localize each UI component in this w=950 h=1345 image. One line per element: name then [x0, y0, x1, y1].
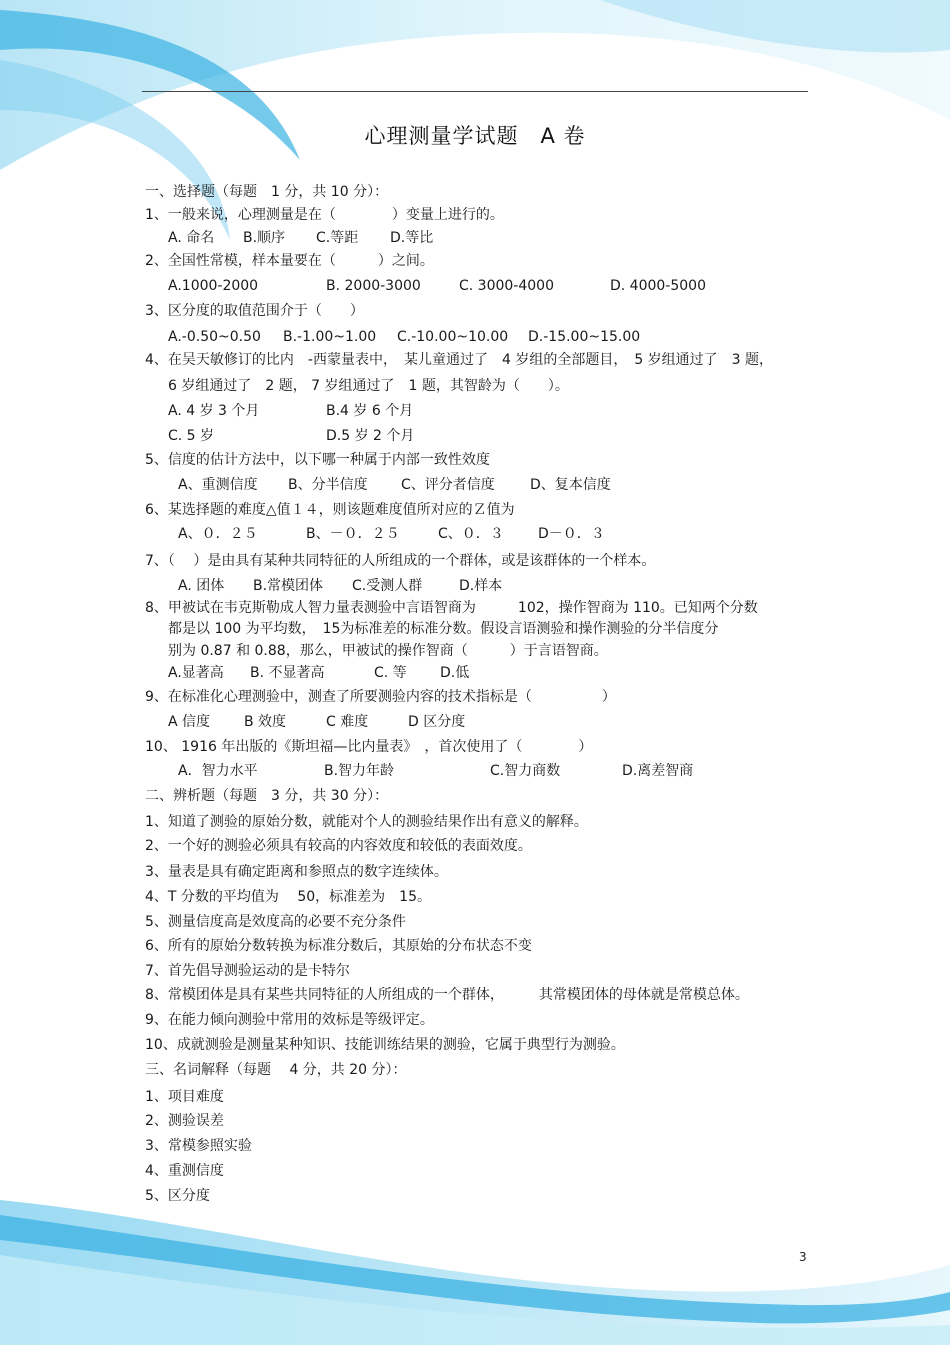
- list-item: 7、首先倡导测验运动的是卡特尔: [145, 963, 350, 979]
- question-stem: 9、在标准化心理测验中，测查了所要测验内容的技术指标是（ ）: [145, 689, 616, 705]
- question-stem: 5、信度的估计方法中，以下哪一种属于内部一致性效度: [145, 452, 490, 468]
- option: B. 2000-3000: [326, 278, 421, 294]
- page-title: 心理测量学试题 A 卷: [364, 124, 586, 148]
- option: C.受测人群: [352, 578, 423, 594]
- list-item: 10、成就测验是测量某种知识、技能训练结果的测验，它属于典型行为测验。: [145, 1037, 625, 1053]
- option: C. 5 岁: [168, 428, 215, 444]
- list-item: 1、项目难度: [145, 1089, 224, 1105]
- page-number: 3: [799, 1250, 807, 1264]
- option: A．智力水平: [178, 763, 258, 779]
- option: D.低: [440, 665, 470, 681]
- question-stem: 8、甲被试在韦克斯勒成人智力量表测验中言语智商为 102，操作智商为 110。已知两个分数: [145, 600, 758, 616]
- option: B、分半信度: [288, 477, 368, 493]
- option: A. 4 岁 3 个月: [168, 403, 260, 419]
- question-stem-continued: 都是以 100 为平均数， 15为标准差的标准分数。假设言语测验和操作测验的分半信度分: [168, 621, 719, 637]
- list-item: 4、T 分数的平均值为 50，标准差为 15。: [145, 889, 431, 905]
- section-heading: 三、名词解释（每题 4 分，共 20 分）：: [145, 1062, 407, 1078]
- option: B、－０．２５: [306, 526, 400, 542]
- option: A. 命名: [168, 230, 215, 246]
- option: C、评分者信度: [401, 477, 495, 493]
- section-heading: 一、选择题（每题 1 分，共 10 分）：: [145, 184, 389, 200]
- list-item: 1、知道了测验的原始分数，就能对个人的测验结果作出有意义的解释。: [145, 814, 588, 830]
- question-stem-continued: 别为 0.87 和 0.88，那么，甲被试的操作智商（ ）于言语智商。: [168, 643, 608, 659]
- option: A.1000-2000: [168, 278, 259, 294]
- option: D 区分度: [408, 714, 466, 730]
- question-stem: 2、全国性常模，样本量要在（ ）之间。: [145, 253, 434, 269]
- option: D.样本: [459, 578, 503, 594]
- option: B. 不显著高: [250, 665, 325, 681]
- option: D.5 岁 2 个月: [326, 428, 415, 444]
- option: C. 3000-4000: [459, 278, 554, 294]
- option: B 效度: [244, 714, 287, 730]
- list-item: 4、重测信度: [145, 1163, 224, 1179]
- option: A.-0.50~0.50: [168, 329, 261, 345]
- section-heading: 二、辨析题（每题 3 分，共 30 分）：: [145, 788, 389, 804]
- question-stem: 7、（ ）是由具有某种共同特征的人所组成的一个群体，或是该群体的一个样本。: [145, 553, 656, 569]
- option: B.智力年龄: [324, 763, 395, 779]
- question-stem: 6、某选择题的难度△值１４，则该题难度值所对应的Ｚ值为: [145, 502, 515, 518]
- option: A、重测信度: [178, 477, 258, 493]
- option: A、０．２５: [178, 526, 258, 542]
- list-item: 6、所有的原始分数转换为标准分数后，其原始的分布状态不变: [145, 938, 532, 954]
- option: A 信度: [168, 714, 211, 730]
- question-stem: 3、区分度的取值范围介于（ ）: [145, 303, 364, 319]
- option: D－０．３: [538, 526, 605, 542]
- list-item: 5、区分度: [145, 1188, 210, 1204]
- option: C. 等: [374, 665, 407, 681]
- option: C、０．３: [438, 526, 504, 542]
- option: D.离差智商: [622, 763, 694, 779]
- list-item: 3、常模参照实验: [145, 1138, 252, 1154]
- option: A.显著高: [168, 665, 224, 681]
- list-item: 3、量表是具有确定距离和参照点的数字连续体。: [145, 864, 448, 880]
- option: B.常模团体: [253, 578, 324, 594]
- question-stem: 10、 1916 年出版的《斯坦福—比内量表》 ，首次使用了（ ）: [145, 739, 593, 755]
- option: C.等距: [316, 230, 359, 246]
- option: D.等比: [390, 230, 434, 246]
- question-stem: 4、在吴天敏修订的比内 -西蒙量表中， 某儿童通过了 4 岁组的全部题目， 5 岁组通过了 3 题，: [145, 352, 774, 368]
- option: B.顺序: [243, 230, 286, 246]
- list-item: 9、在能力倾向测验中常用的效标是等级评定。: [145, 1012, 434, 1028]
- option: D、复本信度: [530, 477, 611, 493]
- option: A. 团体: [178, 578, 225, 594]
- list-item: 8、常模团体是具有某些共同特征的人所组成的一个群体， 其常模团体的母体就是常模总体。: [145, 987, 749, 1003]
- header-rule: [142, 91, 808, 92]
- option: C 难度: [326, 714, 369, 730]
- list-item: 5、测量信度高是效度高的必要不充分条件: [145, 914, 406, 930]
- list-item: 2、一个好的测验必须具有较高的内容效度和较低的表面效度。: [145, 838, 532, 854]
- option: C.-10.00~10.00: [397, 329, 509, 345]
- option: B.4 岁 6 个月: [326, 403, 414, 419]
- question-stem: 1、一般来说，心理测量是在（ ）变量上进行的。: [145, 207, 504, 223]
- option: C.智力商数: [490, 763, 561, 779]
- option: D.-15.00~15.00: [528, 329, 641, 345]
- list-item: 2、测验误差: [145, 1113, 224, 1129]
- question-stem-continued: 6 岁组通过了 2 题， 7 岁组通过了 1 题，其智龄为（ ）。: [168, 378, 569, 394]
- option: B.-1.00~1.00: [283, 329, 377, 345]
- option: D. 4000-5000: [610, 278, 706, 294]
